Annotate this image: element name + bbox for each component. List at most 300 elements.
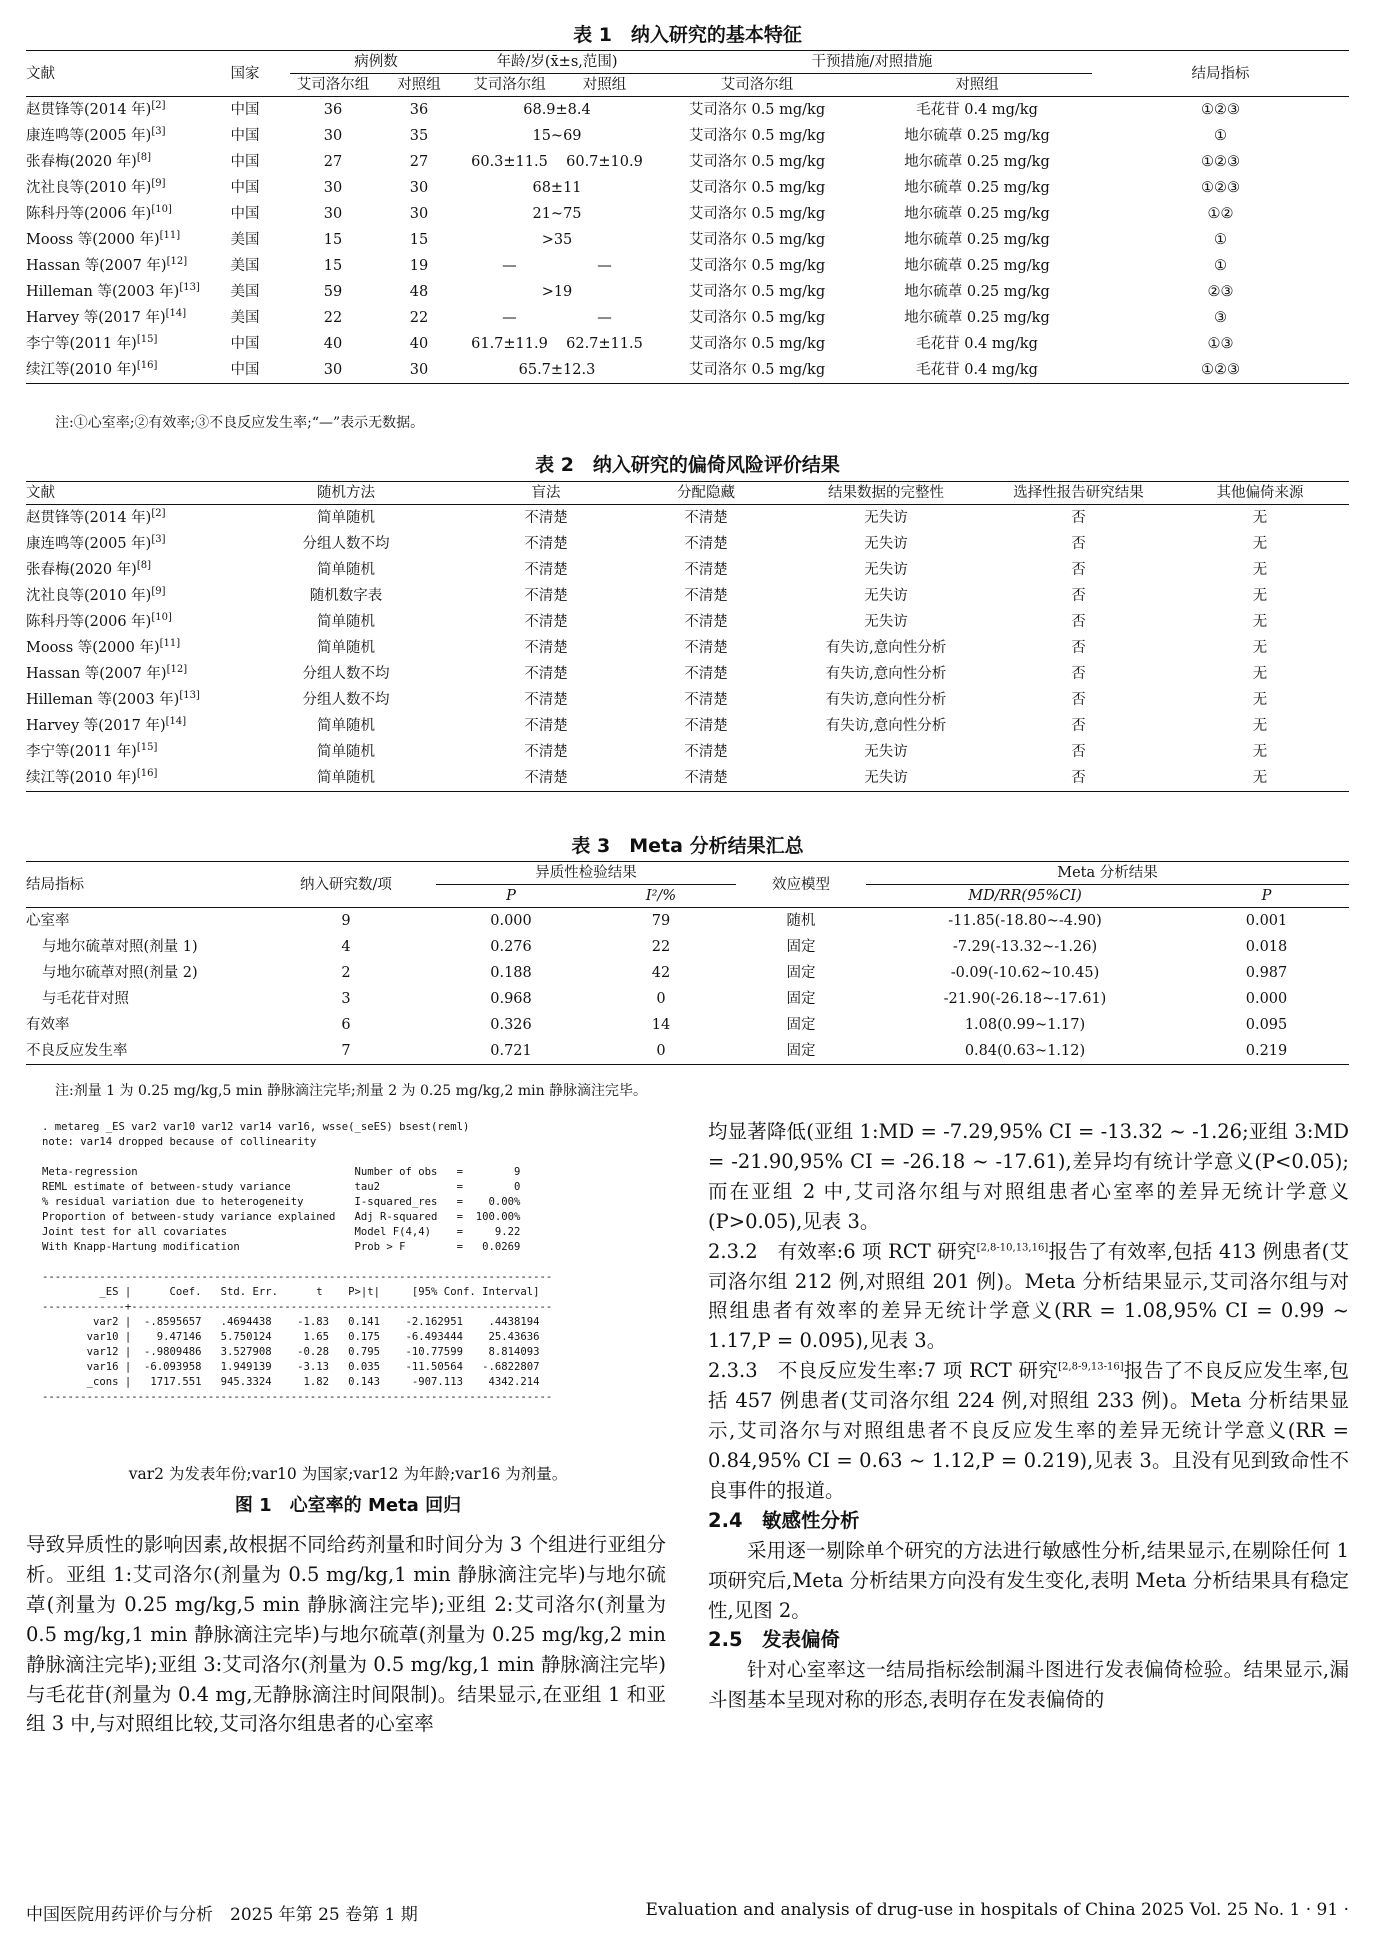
citation-ref: [16] <box>136 360 158 372</box>
random-method-cell: 随机数字表 <box>309 588 383 604</box>
country-cell: 中国 <box>200 357 290 384</box>
study-name: 续江等(2010 年) <box>26 770 137 786</box>
study-count-cell: 4 <box>341 939 351 955</box>
cases-control-cell: 35 <box>409 128 429 144</box>
table-row <box>26 253 1349 279</box>
footer-journal-en: Evaluation and analysis of drug-use in hospitals of China 2025 Vol. 25 No. 1 · 91 · <box>645 1900 1349 1920</box>
allocation-cell: 不清楚 <box>684 614 728 630</box>
study-cell <box>26 765 226 792</box>
blinding-cell: 不清楚 <box>466 765 626 792</box>
study-cell <box>26 531 226 557</box>
cases-control-cell: 30 <box>376 357 462 384</box>
selective-reporting-cell: 否 <box>1071 718 1086 734</box>
t3-head-mdrr: MD/RR(95%CI) <box>866 885 1184 908</box>
effect-estimate-cell: -0.09(-10.62~10.45) <box>950 965 1100 981</box>
study-name: Hilleman 等(2003 年) <box>26 284 180 300</box>
t2-head-selective: 选择性报告研究结果 <box>986 482 1171 505</box>
allocation-cell: 不清楚 <box>684 562 728 578</box>
citation-ref: [15] <box>136 742 158 754</box>
meta-p-cell: 0.018 <box>1245 939 1288 955</box>
allocation-cell: 不清楚 <box>684 718 728 734</box>
study-name: 沈社良等(2010 年) <box>26 588 152 604</box>
heterogeneity-p-cell: 0.721 <box>436 1038 586 1065</box>
right-paragraph-1: 均显著降低(亚组 1:MD = -7.29,95% CI = -13.32 ~ -1.26;亚组 3:MD = -21.90,95% CI = -26.18 ~ -17.61),差异均有统计学意义(P<0.05);而在亚组 2 中,艾司洛尔组与对照组患者心室率的差异无统计学意义(P>0.05),见表 3。 <box>708 1120 1349 1233</box>
random-method-cell: 简单随机 <box>317 510 375 526</box>
cases-control-cell: 30 <box>409 206 429 222</box>
section-2-3-2-text-a: 6 项 RCT 研究 <box>843 1239 977 1263</box>
table2 <box>26 481 1349 792</box>
cases-esmolol-cell: 36 <box>323 102 343 118</box>
citation-ref: [9] <box>151 178 166 190</box>
selective-reporting-cell: 否 <box>1071 614 1086 630</box>
random-method-cell: 简单随机 <box>317 744 375 760</box>
data-completeness-cell: 无失访 <box>864 614 908 630</box>
study-name: 陈科丹等(2006 年) <box>26 614 152 630</box>
allocation-cell: 不清楚 <box>684 744 728 760</box>
table3 <box>26 861 1349 1065</box>
t1-head-cases: 病例数 <box>290 51 462 74</box>
section-2-3-2-text-b: 报告了有效率,包括 413 例患者(艾司洛尔组 212 例,对照组 201 例)。Meta 分析结果显示,艾司洛尔组与对照组患者有效率的差异无统计学意义(RR = 1.08,95% CI = 0.99 ~ 1.17,P = 0.095),见表 3。 <box>708 1239 1349 1353</box>
blinding-cell: 不清楚 <box>524 562 568 578</box>
study-count-cell: 2 <box>341 965 351 981</box>
heterogeneity-i2-cell: 0 <box>586 1038 736 1065</box>
allocation-cell: 不清楚 <box>684 692 728 708</box>
country-cell: 中国 <box>230 154 260 170</box>
heterogeneity-i2-cell: 22 <box>651 939 671 955</box>
citation-ref: [3] <box>151 126 166 138</box>
age-cell: >19 <box>541 284 573 300</box>
effect-estimate-cell: -21.90(-26.18~-17.61) <box>943 991 1107 1007</box>
table-row <box>26 331 1349 357</box>
heterogeneity-i2-cell: 79 <box>651 913 671 929</box>
selective-reporting-cell: 否 <box>1071 666 1086 682</box>
blinding-cell: 不清楚 <box>524 510 568 526</box>
t1-head-age: 年龄/岁(x̄±s,范围) <box>462 51 652 74</box>
meta-p-cell: 0.001 <box>1245 913 1288 929</box>
section-2-4-heading: 2.4 敏感性分析 <box>708 1508 860 1532</box>
table-row <box>26 1038 1349 1065</box>
citation-ref: [10] <box>151 612 172 624</box>
t2-head-alloc: 分配隐藏 <box>626 482 786 505</box>
section-2-5-text: 针对心室率这一结局指标绘制漏斗图进行发表偏倚检验。结果显示,漏斗图基本呈现对称的形态,表明存在发表偏倚的 <box>708 1658 1349 1712</box>
age-cell: 68±11 <box>532 180 582 196</box>
cases-esmolol-cell: 15 <box>323 232 343 248</box>
study-name: Hilleman 等(2003 年) <box>26 692 180 708</box>
data-completeness-cell: 有失访,意向性分析 <box>825 718 947 734</box>
study-cell <box>26 635 226 661</box>
allocation-cell: 不清楚 <box>684 640 728 656</box>
t3-head-outcome: 结局指标 <box>26 862 256 908</box>
table-row <box>26 986 1349 1012</box>
figure1-legend: var2 为发表年份;var10 为国家;var12 为年龄;var16 为剂量。 <box>128 1465 568 1483</box>
t3-head-p2: P <box>1184 885 1349 908</box>
left-paragraph: 导致异质性的影响因素,故根据不同给药剂量和时间分为 3 个组进行亚组分析。亚组 1:艾司洛尔(剂量为 0.5 mg/kg,1 min 静脉滴注完毕)与地尔硫䓬(剂量为 0.25 mg/kg,5 min 静脉滴注完毕);亚组 2:艾司洛尔(剂量为 0.5 mg/kg,1 min 静脉滴注完毕)与地尔硫䓬(剂量为 0.25 mg/kg,2 min 静脉滴注完毕);亚组 3:艾司洛尔(剂量为 0.5 mg/kg,1 min 静脉滴注完毕)与毛花苷(剂量为 0.4 mg,无静脉滴注时间限制)。结果显示,在亚组 1 和亚组 3 中,与对照组比较,艾司洛尔组患者的心室率 <box>26 1533 666 1736</box>
figure1-code: . metareg _ES var2 var10 var12 var14 var16, wsse(_seES) bsest(reml) note: var14 dropped because of collinearity Meta-regression Number of obs = 9 REML estimate of between-study variance tau2 = 0 % residual variation due to heterogeneity I-squared_res = 0.00% Proportion of between-study variance explained Adj R-squared = 100.00% Joint test for all covariates Model F(4,4) = 9.22 With Knapp-Hartung modification Prob > F = 0.0269 -------------------------------------------------------------------------------- _ES | Coef. Std. Err. t P>|t| [95% Conf. Interval] -------------+------------------------------------------------------------------ var2 | -.8595657 .4694438 -1.83 0.141 -2.162951 .4438194 var10 | 9.47146 5.750124 1.65 0.175 -6.493444 25.43636 var12 | -.9809486 3.527908 -0.28 0.795 -10.77599 8.814093 var16 | -6.093958 1.949139 -3.13 0.035 -11.50564 -.6822807 _cons | 1717.551 945.3324 1.82 0.143 -907.113 4342.214 -------------------------------------------------------------------------------- <box>42 1121 553 1403</box>
allocation-cell: 不清楚 <box>684 510 728 526</box>
data-completeness-cell: 有失访,意向性分析 <box>825 666 947 682</box>
study-cell <box>26 227 200 253</box>
cases-esmolol-cell: 30 <box>323 180 343 196</box>
intervention-esmolol-cell: 艾司洛尔 0.5 mg/kg <box>688 154 826 170</box>
table-row <box>26 357 1349 384</box>
outcome-cell: 与地尔硫䓬对照(剂量 2) <box>42 965 198 981</box>
study-name: 赵贯锋等(2014 年) <box>26 102 152 118</box>
heterogeneity-p-cell: 0.968 <box>490 991 532 1007</box>
blinding-cell: 不清楚 <box>524 692 568 708</box>
t2-head-random: 随机方法 <box>226 482 466 505</box>
t2-head-other: 其他偏倚来源 <box>1171 482 1349 505</box>
intervention-control-cell: 地尔硫䓬 0.25 mg/kg <box>904 180 1050 196</box>
study-cell <box>26 305 200 331</box>
outcome-cell: 与毛花苷对照 <box>42 991 129 1007</box>
meta-p-cell: 0.000 <box>1245 991 1288 1007</box>
intervention-esmolol-cell: 艾司洛尔 0.5 mg/kg <box>688 128 826 144</box>
citation-ref: [13] <box>179 282 200 294</box>
section-2-3-2-ref: [2,8-10,13,16] <box>976 1242 1049 1254</box>
study-cell <box>26 331 200 357</box>
data-completeness-cell: 无失访 <box>864 744 908 760</box>
heterogeneity-p-cell: 0.188 <box>490 965 532 981</box>
study-name: 张春梅(2020 年) <box>26 154 137 170</box>
allocation-cell: 不清楚 <box>626 765 786 792</box>
intervention-esmolol-cell: 艾司洛尔 0.5 mg/kg <box>688 180 826 196</box>
selective-reporting-cell: 否 <box>1071 562 1086 578</box>
outcome-cell: ①③ <box>1207 336 1234 352</box>
intervention-control-cell: 地尔硫䓬 0.25 mg/kg <box>904 284 1050 300</box>
table-row <box>26 175 1349 201</box>
section-2-3-3-ref: [2,8-9,13-16] <box>1058 1361 1124 1373</box>
cases-esmolol-cell: 30 <box>290 357 376 384</box>
heterogeneity-i2-cell: 14 <box>651 1017 671 1033</box>
country-cell: 美国 <box>230 258 260 274</box>
table1-note: 注:①心室率;②有效率;③不良反应发生率;“—”表示无数据。 <box>55 415 425 431</box>
effect-model-cell: 固定 <box>786 1017 816 1033</box>
other-bias-cell: 无 <box>1252 562 1268 578</box>
intervention-esmolol-cell: 艾司洛尔 0.5 mg/kg <box>652 357 862 384</box>
study-cell <box>26 739 226 765</box>
intervention-control-cell: 地尔硫䓬 0.25 mg/kg <box>904 128 1050 144</box>
table-row <box>26 201 1349 227</box>
random-method-cell: 简单随机 <box>317 562 375 578</box>
section-2-4-text: 采用逐一剔除单个研究的方法进行敏感性分析,结果显示,在剔除任何 1 项研究后,Meta 分析结果方向没有发生变化,表明 Meta 分析结果具有稳定性,见图 2。 <box>708 1538 1349 1622</box>
table1 <box>26 50 1349 384</box>
t1-head-cases-c: 对照组 <box>376 74 462 97</box>
effect-estimate-cell: -7.29(-13.32~-1.26) <box>952 939 1098 955</box>
outcome-cell: ①②③ <box>1201 180 1240 196</box>
t1-head-intervention: 干预措施/对照措施 <box>652 51 1092 74</box>
outcome-cell: ①②③ <box>1092 357 1349 384</box>
t3-head-meta: Meta 分析结果 <box>866 862 1349 885</box>
t1-head-cases-e: 艾司洛尔组 <box>290 74 376 97</box>
country-cell: 中国 <box>230 180 260 196</box>
study-cell <box>26 357 200 384</box>
random-method-cell: 分组人数不均 <box>302 666 390 682</box>
age-cell: 68.9±8.4 <box>523 102 591 118</box>
cases-esmolol-cell: 40 <box>323 336 343 352</box>
figure1-caption: 图 1 心室率的 Meta 回归 <box>234 1495 462 1516</box>
outcome-cell: 与地尔硫䓬对照(剂量 1) <box>42 939 198 955</box>
intervention-control-cell: 毛花苷 0.4 mg/kg <box>862 357 1092 384</box>
t1-head-country: 国家 <box>200 51 290 97</box>
citation-ref: [16] <box>136 768 158 780</box>
table1-caption: 表 1 纳入研究的基本特征 <box>573 24 802 46</box>
table-row <box>26 635 1349 661</box>
country-cell: 中国 <box>230 206 260 222</box>
t3-head-het: 异质性检验结果 <box>436 862 736 885</box>
study-name: Mooss 等(2000 年) <box>26 640 160 656</box>
age-control-cell: 62.7±11.5 <box>566 336 643 352</box>
outcome-cell: 有效率 <box>26 1017 70 1033</box>
intervention-esmolol-cell: 艾司洛尔 0.5 mg/kg <box>688 232 826 248</box>
other-bias-cell: 无 <box>1252 536 1268 552</box>
outcome-cell: ①②③ <box>1201 102 1240 118</box>
age-esmolol-cell: — <box>502 258 517 274</box>
t1-head-age-e: 艾司洛尔组 <box>462 74 557 97</box>
outcome-cell: ① <box>1214 232 1227 248</box>
cases-control-cell: 22 <box>409 310 429 326</box>
study-name: 张春梅(2020 年) <box>26 562 137 578</box>
selective-reporting-cell: 否 <box>1071 744 1086 760</box>
other-bias-cell: 无 <box>1252 666 1268 682</box>
outcome-cell: ① <box>1214 128 1227 144</box>
table-row <box>26 609 1349 635</box>
blinding-cell: 不清楚 <box>524 588 568 604</box>
study-cell <box>26 253 200 279</box>
selective-reporting-cell: 否 <box>986 765 1171 792</box>
allocation-cell: 不清楚 <box>684 666 728 682</box>
right-column <box>708 1117 1349 1715</box>
section-2-3-3-text-a: 7 项 RCT 研究 <box>923 1359 1059 1383</box>
allocation-cell: 不清楚 <box>684 536 728 552</box>
intervention-control-cell: 地尔硫䓬 0.25 mg/kg <box>904 258 1050 274</box>
study-cell <box>26 557 226 583</box>
table-row <box>26 739 1349 765</box>
data-completeness-cell: 有失访,意向性分析 <box>825 640 947 656</box>
study-name: Hassan 等(2007 年) <box>26 666 167 682</box>
blinding-cell: 不清楚 <box>524 666 568 682</box>
study-name: 陈科丹等(2006 年) <box>26 206 152 222</box>
cases-control-cell: 36 <box>409 102 429 118</box>
study-cell <box>26 97 200 124</box>
study-name: 康连鸣等(2005 年) <box>26 128 152 144</box>
meta-p-cell: 0.987 <box>1245 965 1288 981</box>
citation-ref: [15] <box>136 334 158 346</box>
intervention-control-cell: 地尔硫䓬 0.25 mg/kg <box>904 206 1050 222</box>
study-cell <box>26 149 200 175</box>
country-cell: 中国 <box>230 336 260 352</box>
random-method-cell: 分组人数不均 <box>302 536 390 552</box>
section-2-3-2-label: 2.3.2 有效率: <box>708 1239 844 1263</box>
country-cell: 美国 <box>230 284 260 300</box>
selective-reporting-cell: 否 <box>1071 588 1086 604</box>
other-bias-cell: 无 <box>1171 765 1349 792</box>
table3-note: 注:剂量 1 为 0.25 mg/kg,5 min 静脉滴注完毕;剂量 2 为 0.25 mg/kg,2 min 静脉滴注完毕。 <box>55 1083 648 1099</box>
heterogeneity-p-cell: 0.326 <box>490 1017 532 1033</box>
age-control-cell: — <box>597 258 612 274</box>
random-method-cell: 简单随机 <box>317 640 375 656</box>
study-count-cell: 9 <box>341 913 351 929</box>
country-cell: 中国 <box>230 102 260 118</box>
selective-reporting-cell: 否 <box>1071 640 1086 656</box>
table-row <box>26 557 1349 583</box>
age-esmolol-cell: 60.3±11.5 <box>471 154 548 170</box>
outcome-cell: ① <box>1214 258 1227 274</box>
data-completeness-cell: 无失访 <box>786 765 986 792</box>
study-cell <box>26 687 226 713</box>
blinding-cell: 不清楚 <box>524 744 568 760</box>
study-name: Harvey 等(2017 年) <box>26 310 166 326</box>
intervention-control-cell: 毛花苷 0.4 mg/kg <box>916 336 1038 352</box>
table-row <box>26 661 1349 687</box>
citation-ref: [2] <box>151 508 166 520</box>
intervention-esmolol-cell: 艾司洛尔 0.5 mg/kg <box>688 102 826 118</box>
random-method-cell: 分组人数不均 <box>302 692 390 708</box>
effect-estimate-cell: 0.84(0.63~1.12) <box>866 1038 1184 1065</box>
study-count-cell: 7 <box>256 1038 436 1065</box>
t3-head-p: P <box>436 885 586 908</box>
intervention-esmolol-cell: 艾司洛尔 0.5 mg/kg <box>688 336 826 352</box>
country-cell: 美国 <box>230 232 260 248</box>
t1-head-age-c: 对照组 <box>557 74 652 97</box>
study-cell <box>26 661 226 687</box>
intervention-esmolol-cell: 艾司洛尔 0.5 mg/kg <box>688 310 826 326</box>
heterogeneity-p-cell: 0.276 <box>490 939 532 955</box>
effect-model-cell: 固定 <box>786 939 816 955</box>
data-completeness-cell: 无失访 <box>864 536 908 552</box>
t1-head-outcome: 结局指标 <box>1092 51 1349 97</box>
table-row <box>26 505 1349 532</box>
blinding-cell: 不清楚 <box>524 536 568 552</box>
citation-ref: [11] <box>159 638 181 650</box>
table-row <box>26 97 1349 124</box>
t1-head-study: 文献 <box>26 51 200 97</box>
other-bias-cell: 无 <box>1252 718 1268 734</box>
heterogeneity-i2-cell: 42 <box>651 965 671 981</box>
table-row <box>26 305 1349 331</box>
table-row <box>26 960 1349 986</box>
t2-head-complete: 结果数据的完整性 <box>786 482 986 505</box>
country-cell: 中国 <box>230 128 260 144</box>
t3-head-model: 效应模型 <box>736 862 866 908</box>
age-esmolol-cell: — <box>502 310 517 326</box>
blinding-cell: 不清楚 <box>524 718 568 734</box>
citation-ref: [3] <box>151 534 166 546</box>
cases-control-cell: 40 <box>409 336 429 352</box>
age-esmolol-cell: 61.7±11.9 <box>471 336 548 352</box>
citation-ref: [8] <box>136 560 151 572</box>
study-cell <box>26 609 226 635</box>
citation-ref: [14] <box>165 716 187 728</box>
study-name: Mooss 等(2000 年) <box>26 232 160 248</box>
table-row <box>26 1012 1349 1038</box>
other-bias-cell: 无 <box>1252 510 1268 526</box>
cases-esmolol-cell: 22 <box>323 310 343 326</box>
random-method-cell: 简单随机 <box>226 765 466 792</box>
meta-p-cell: 0.095 <box>1245 1017 1288 1033</box>
cases-esmolol-cell: 27 <box>323 154 343 170</box>
study-name: 康连鸣等(2005 年) <box>26 536 152 552</box>
table-row <box>26 908 1349 935</box>
study-name: 赵贯锋等(2014 年) <box>26 510 152 526</box>
cases-esmolol-cell: 59 <box>323 284 343 300</box>
table-row <box>26 227 1349 253</box>
effect-estimate-cell: -11.85(-18.80~-4.90) <box>948 913 1102 929</box>
intervention-esmolol-cell: 艾司洛尔 0.5 mg/kg <box>688 206 826 222</box>
table-row <box>26 123 1349 149</box>
t2-head-blind: 盲法 <box>466 482 626 505</box>
age-cell: 15~69 <box>532 128 582 144</box>
heterogeneity-p-cell: 0.000 <box>490 913 532 929</box>
data-completeness-cell: 无失访 <box>864 510 908 526</box>
blinding-cell: 不清楚 <box>524 614 568 630</box>
section-2-3-3-label: 2.3.3 不良反应发生率: <box>708 1359 924 1383</box>
outcome-cell: ③ <box>1214 310 1227 326</box>
study-cell <box>26 713 226 739</box>
citation-ref: [14] <box>165 308 187 320</box>
meta-p-cell: 0.219 <box>1184 1038 1349 1065</box>
t3-head-n: 纳入研究数/项 <box>256 862 436 908</box>
intervention-control-cell: 地尔硫䓬 0.25 mg/kg <box>904 310 1050 326</box>
intervention-control-cell: 毛花苷 0.4 mg/kg <box>916 102 1038 118</box>
footer-journal-cn: 中国医院用药评价与分析 2025 年第 25 卷第 1 期 <box>26 1905 418 1925</box>
data-completeness-cell: 无失访 <box>864 562 908 578</box>
citation-ref: [12] <box>166 664 188 676</box>
age-cell: 21~75 <box>532 206 582 222</box>
effect-estimate-cell: 1.08(0.99~1.17) <box>964 1017 1086 1033</box>
data-completeness-cell: 无失访 <box>864 588 908 604</box>
study-name: 续江等(2010 年) <box>26 362 137 378</box>
citation-ref: [12] <box>166 256 188 268</box>
age-cell: >35 <box>541 232 573 248</box>
age-control-cell: — <box>597 310 612 326</box>
random-method-cell: 简单随机 <box>317 614 375 630</box>
study-cell <box>26 123 200 149</box>
country-cell: 美国 <box>230 310 260 326</box>
citation-ref: [13] <box>179 690 200 702</box>
t1-head-int-c: 对照组 <box>862 74 1092 97</box>
cases-control-cell: 19 <box>409 258 429 274</box>
study-cell <box>26 505 226 532</box>
intervention-esmolol-cell: 艾司洛尔 0.5 mg/kg <box>688 258 826 274</box>
outcome-cell: 不良反应发生率 <box>26 1038 256 1065</box>
study-cell <box>26 279 200 305</box>
table2-caption: 表 2 纳入研究的偏倚风险评价结果 <box>535 454 840 476</box>
outcome-cell: ①②③ <box>1201 154 1240 170</box>
intervention-control-cell: 地尔硫䓬 0.25 mg/kg <box>904 232 1050 248</box>
allocation-cell: 不清楚 <box>684 588 728 604</box>
figure1-stata-output <box>42 1120 654 1452</box>
table-row <box>26 583 1349 609</box>
study-cell <box>26 583 226 609</box>
cases-esmolol-cell: 15 <box>323 258 343 274</box>
other-bias-cell: 无 <box>1252 588 1268 604</box>
outcome-cell: ①② <box>1207 206 1234 222</box>
section-2-5-heading: 2.5 发表偏倚 <box>708 1628 841 1652</box>
study-name: Hassan 等(2007 年) <box>26 258 167 274</box>
study-cell <box>26 175 200 201</box>
outcome-cell: 心室率 <box>26 913 70 929</box>
other-bias-cell: 无 <box>1252 692 1268 708</box>
age-cell: 65.7±12.3 <box>462 357 652 384</box>
outcome-cell: ②③ <box>1207 284 1234 300</box>
t3-head-i2: I²/% <box>586 885 736 908</box>
intervention-esmolol-cell: 艾司洛尔 0.5 mg/kg <box>688 284 826 300</box>
cases-control-cell: 48 <box>409 284 429 300</box>
table3-caption: 表 3 Meta 分析结果汇总 <box>571 835 804 857</box>
effect-model-cell: 固定 <box>786 991 816 1007</box>
table-row <box>26 687 1349 713</box>
data-completeness-cell: 有失访,意向性分析 <box>825 692 947 708</box>
